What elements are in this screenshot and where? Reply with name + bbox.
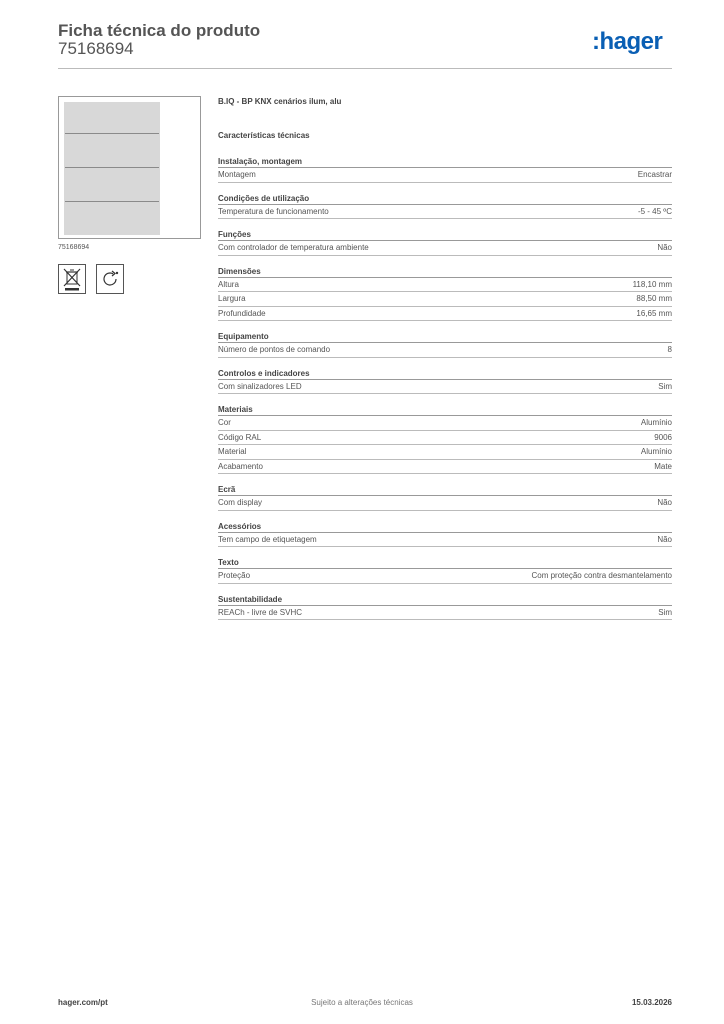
hager-logo[interactable]: :hager xyxy=(592,28,663,55)
spec-label: Com controlador de temperatura ambiente xyxy=(218,243,369,252)
product-name: B.IQ - BP KNX cenários ilum, alu xyxy=(218,97,342,106)
button-separator xyxy=(65,133,159,134)
spec-value: Mate xyxy=(654,461,672,471)
spec-row xyxy=(218,416,672,431)
spec-value: Não xyxy=(657,534,672,544)
spec-value: -5 - 45 ºC xyxy=(637,206,672,216)
spec-row xyxy=(218,380,672,395)
spec-label: Com display xyxy=(218,498,263,507)
spec-value: 118,10 mm xyxy=(632,279,672,289)
spec-value: Encastrar xyxy=(637,170,672,179)
spec-group xyxy=(218,331,672,358)
spec-label: Profundidade xyxy=(218,308,266,318)
spec-label: Material xyxy=(218,447,247,456)
spec-label: Com sinalizadores LED xyxy=(218,381,302,391)
push-button-panel xyxy=(64,102,160,235)
spec-group-title: Texto xyxy=(218,557,672,569)
spec-label: Proteção xyxy=(218,571,251,580)
spec-group xyxy=(218,404,672,474)
spec-group-title: Condições de utilização xyxy=(218,193,672,205)
section-heading: Características técnicas xyxy=(218,131,310,140)
spec-row xyxy=(218,606,672,621)
spec-label: Tem campo de etiquetagem xyxy=(218,534,317,544)
spec-row xyxy=(218,460,672,475)
spec-row xyxy=(218,445,672,460)
spec-row xyxy=(218,533,672,548)
spec-value: Alumínio xyxy=(640,418,672,427)
spec-group xyxy=(218,368,672,395)
spec-group xyxy=(218,156,672,183)
spec-row xyxy=(218,496,672,511)
spec-group xyxy=(218,484,672,511)
page-title: Ficha técnica do produto xyxy=(58,21,261,40)
header-divider xyxy=(58,68,672,69)
spec-label: Número de pontos de comando xyxy=(218,345,331,354)
spec-value: Não xyxy=(657,498,672,507)
spec-value: Sim xyxy=(658,381,672,391)
spec-value: 88,50 mm xyxy=(636,294,672,303)
spec-label: REACh - livre de SVHC xyxy=(218,607,303,617)
spec-group-title: Equipamento xyxy=(218,331,672,343)
footer-date: 15.03.2026 xyxy=(631,998,672,1007)
spec-group-title: Dimensões xyxy=(218,266,672,278)
spec-group-title: Sustentabilidade xyxy=(218,594,672,606)
spec-row xyxy=(218,569,672,584)
weee-bin-icon xyxy=(58,264,86,294)
spec-table xyxy=(218,156,672,630)
spec-group xyxy=(218,594,672,621)
spec-row xyxy=(218,241,672,256)
product-image xyxy=(58,96,201,239)
spec-group-title: Funções xyxy=(218,229,672,241)
spec-group-title: Instalação, montagem xyxy=(218,156,672,168)
spec-value: Não xyxy=(657,243,672,252)
spec-label: Cor xyxy=(218,418,231,427)
spec-group xyxy=(218,557,672,584)
spec-row xyxy=(218,292,672,307)
spec-label: Altura xyxy=(218,279,239,289)
spec-group-title: Materiais xyxy=(218,404,672,416)
spec-value: 16,65 mm xyxy=(636,308,672,318)
footer-website[interactable]: hager.com/pt xyxy=(58,998,108,1007)
spec-group-title: Acessórios xyxy=(218,521,672,533)
spec-group xyxy=(218,193,672,220)
spec-row xyxy=(218,205,672,220)
logo-text: hager xyxy=(599,28,663,55)
spec-row xyxy=(218,307,672,322)
button-separator xyxy=(65,201,159,202)
footer-disclaimer: Sujeito a alterações técnicas xyxy=(311,998,413,1007)
spec-group xyxy=(218,229,672,256)
spec-row xyxy=(218,431,672,446)
spec-group xyxy=(218,521,672,548)
image-caption: 75168694 xyxy=(58,244,90,251)
button-separator xyxy=(65,167,159,168)
spec-group xyxy=(218,266,672,322)
spec-label: Temperatura de funcionamento xyxy=(218,206,329,216)
spec-row xyxy=(218,168,672,183)
spec-row xyxy=(218,343,672,358)
recycle-symbol-icon xyxy=(96,264,124,294)
spec-row xyxy=(218,278,672,293)
spec-label: Largura xyxy=(218,294,246,303)
spec-value: Alumínio xyxy=(640,447,672,456)
spec-label: Código RAL xyxy=(218,432,262,442)
spec-value: 9006 xyxy=(654,432,672,442)
spec-value: Sim xyxy=(658,607,672,617)
spec-value: 8 xyxy=(667,345,672,354)
spec-label: Acabamento xyxy=(218,461,263,471)
spec-value: Com proteção contra desmantelamento xyxy=(531,571,672,580)
spec-group-title: Controlos e indicadores xyxy=(218,368,672,380)
spec-label: Montagem xyxy=(218,170,256,179)
spec-group-title: Ecrã xyxy=(218,484,672,496)
product-code: 75168694 xyxy=(58,39,134,58)
